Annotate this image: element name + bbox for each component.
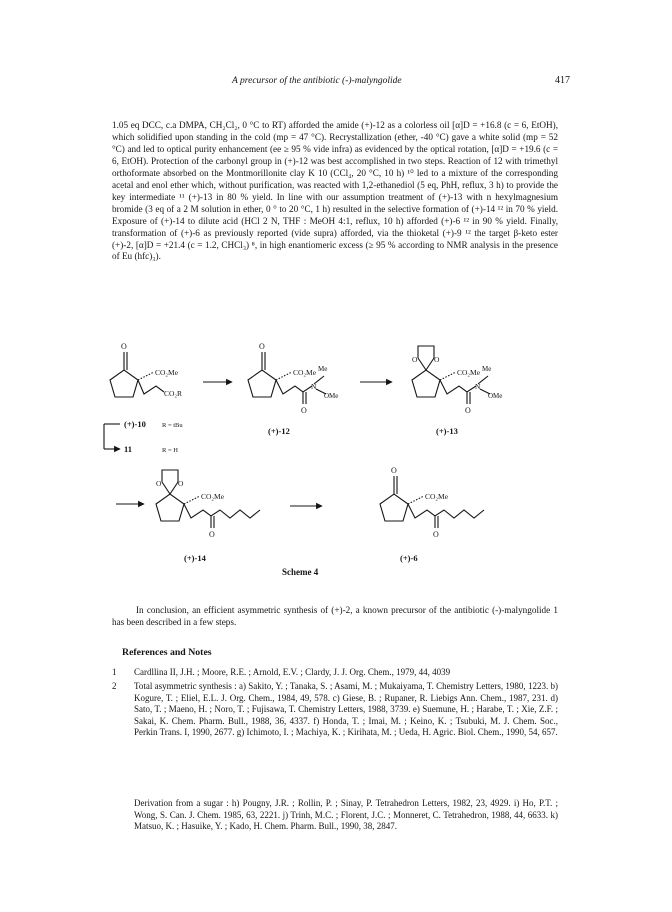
reference-text: Cardllina II, J.H. ; Moore, R.E. ; Arnold, E.V. ; Clardy, J. J. Org. Chem., 1979, 44, 4039 [134,667,451,677]
label-n-12: N [311,382,317,391]
label-r-tbu: R = tBu [162,422,183,429]
running-header-title: A precursor of the antibiotic (-)-malyngolide [232,76,402,86]
label-co2me-10: CO₂Me [155,368,179,377]
scheme-4-figure [100,334,572,592]
label-compound-12: (+)-12 [268,426,290,436]
label-compound-11: 11 [124,444,133,454]
label-acetal-o1-13: O [412,355,418,364]
label-n-13: N [475,382,481,391]
label-acetal-o2-13: O [434,355,440,364]
label-me-12: Me [318,365,328,373]
label-acetal-o1-14: O [156,479,162,488]
label-co2me-13: CO₂Me [457,368,481,377]
label-compound-14: (+)-14 [184,553,206,563]
label-co2me-6: CO₂Me [425,492,449,501]
label-ome-13: OMe [488,392,503,400]
reference-2-continued [112,798,558,833]
label-co2me-12: CO₂Me [293,368,317,377]
label-oxo-6: O [391,466,397,475]
scheme-caption: Scheme 4 [282,567,319,577]
page-number: 417 [555,75,570,86]
label-co2r-10: CO₂R [164,389,183,398]
structure-14 [156,470,260,563]
label-compound-6: (+)-6 [400,553,418,563]
label-co2me-14: CO₂Me [201,492,225,501]
conclusion-paragraph: In conclusion, an efficient asymmetric synthesis of (+)-2, a known precursor of the antibiotic (-)-malyngolide 1 has been described in a few steps. [112,605,558,627]
structure-12 [248,342,338,436]
label-amide-oxo-12: O [301,406,307,415]
label-compound-10: (+)-10 [124,419,146,429]
reference-number: 2 [112,681,117,691]
label-keto-oxo-14: O [209,530,215,539]
body-paragraph: 1.05 eq DCC, c.a DMPA, CH₂Cl₂, 0 °C to RT) afforded the amide (+)-12 as a colorless oil [α]D = +16.8 (c = 6, EtOH), which solidified upon standing in the cold (mp = 47 °C). Recrystallization (ether, -40 °C) gave a white solid (mp = 52 °C) and led to optical purity enhancement (ee ≥ 95 % vide infra) as evidenced by the optical rotation, [α]D = +19.6 (c = 6, EtOH). Protection of the carbonyl group in (+)-12 was best accomplished in two steps. Reaction of 12 with trimethyl orthoformate absorbed on the Montmorillonite clay K 10 (CCl₄, 20 °C, 10 h) ¹⁰ led to a mixture of the corresponding acetal and enol ether which, without purification, was reacted with 1,2-ethanediol (5 eq, PhH, reflux, 3 h) to provide the key intermediate ¹¹ (+)-13 in 80 % yield. In line with our assumption treatment of (+)-13 with n hexylmagnesium bromide (3 eq of a 2 M solution in ether, 0 ° to 20 °C, 1 h) resulted in the selective formation of (+)-14 ¹² in 70 % yield. Exposure of (+)-14 to dilute acid (HCl 2 N, THF : MeOH 4:1, reflux, 10 h) afforded (+)-6 ¹² in 90 % yield. Finally, transformation of (+)-6 as previously reported (vide supra) afforded, via the thioketal (+)-9 ¹² the target β-keto ester (+)-2, [α]D = +21.4 (c = 1.2, CHCl₃) ⁸, in high enantiomeric excess (≥ 95 % according to NMR analysis in the presence of Eu (hfc)₃). [112,120,558,262]
structure-13 [412,346,502,436]
structure-10-11 [110,342,182,398]
reference-1 [112,667,558,679]
label-me-13: Me [482,365,492,373]
reference-2 [112,681,558,739]
scheme-4-drawing [100,334,572,592]
references-heading: References and Notes [122,647,212,658]
label-compound-13: (+)-13 [436,426,458,436]
reference-number: 1 [112,667,117,677]
structure-6 [380,466,484,563]
label-oxo-12: O [259,342,265,351]
reference-text: Derivation from a sugar : h) Pougny, J.R. ; Rollin, P. ; Sinay, P. Tetrahedron Letters, 1982, 23, 4929. i) Ho, P.T. ; Wong, S. Can. J. Chem. 1985, 63, 2221. j) Trinh, M.C. ; Florent, J.C. ; Monneret, C. Tetrahedron, 1988, 44, 6633. k) Matsuo, K. ; Hasuike, Y. ; Kado, H. Chem. Pharm. Bull., 1990, 38, 2847. [134,798,558,832]
label-oxo-10: O [121,342,127,351]
label-amide-oxo-13: O [465,406,471,415]
label-ome-12: OMe [324,392,339,400]
label-keto-oxo-6: O [433,530,439,539]
structure-10-11-labels [104,419,183,454]
label-r-h: R = H [162,447,178,454]
reference-text: Total asymmetric synthesis : a) Sakito, Y. ; Tanaka, S. ; Asami, M. ; Mukaiyama, T. Chemistry Letters, 1980, 1223. b) Kogure, T. ; Eliel, E.L. J. Org. Chem., 1984, 49, 578. c) Giese, B. ; Rupaner, R. Liebigs Ann. Chem., 1987, 231. d) Sato, T. ; Maeno, H. ; Noro, T. ; Fujisawa, T. Chemistry Letters, 1988, 3739. e) Suemune, H. ; Harabe, T. ; Xie, Z.F. ; Sakai, K. Chem. Pharm. Bull., 1988, 36, 4337. f) Honda, T. ; Imai, M. ; Keino, K. ; Tsubuki, M. J. Chem. Soc., Perkin Trans. I, 1990, 2677. g) Ichimoto, I. ; Machiya, K. ; Kirihata, M. ; Ueda, H. Agric. Biol. Chem., 1990, 54, 657. [134,681,558,738]
label-acetal-o2-14: O [178,479,184,488]
